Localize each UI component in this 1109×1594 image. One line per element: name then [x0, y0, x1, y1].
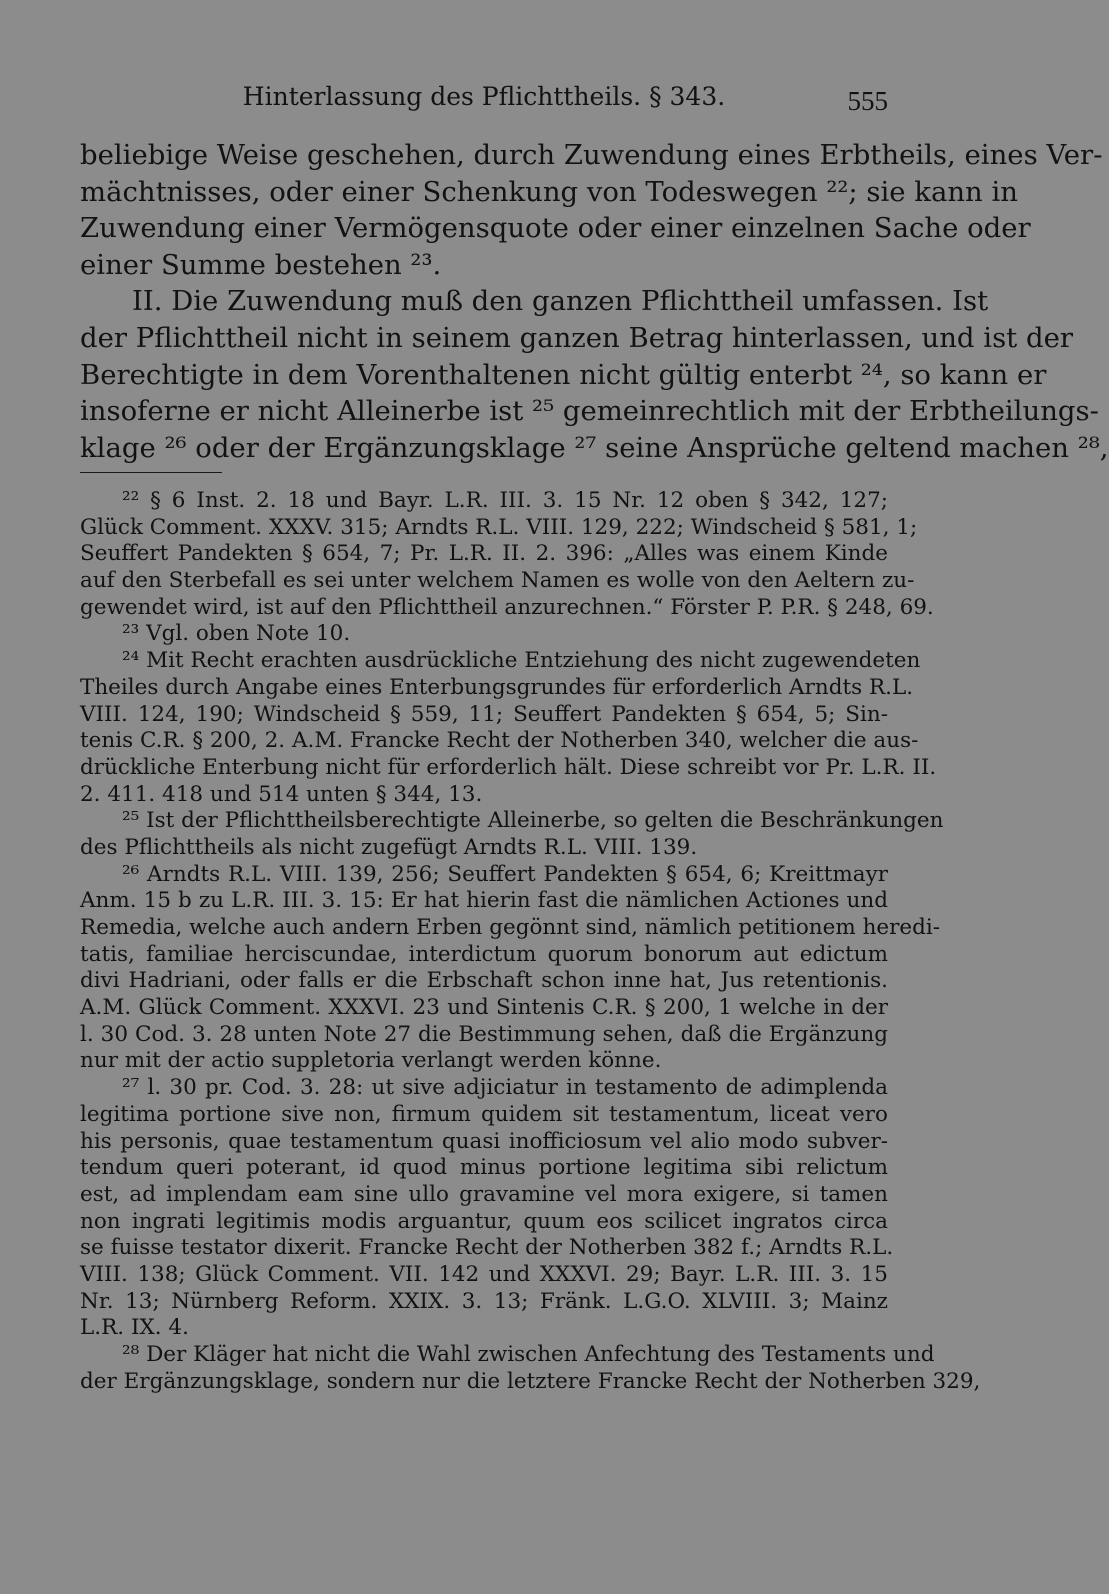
footnote-divider [80, 472, 222, 473]
footnote-line: tenis C.R. § 200, 2. A.M. Francke Recht der Notherben 340, welcher die aus- [80, 728, 919, 754]
page-number: 555 [847, 86, 888, 116]
body-line: insoferne er nicht Alleinerbe ist ²⁵ gemeinrechtlich mit der Erbtheilungs- [80, 395, 1099, 428]
footnote-line: tatis, familiae herciscundae, interdictum quorum bonorum aut edictum [80, 941, 888, 967]
footnote-line: der Ergänzungsklage, sondern nur die letztere Francke Recht der Notherben 329, [80, 1368, 981, 1394]
running-header [80, 78, 888, 118]
footnote-line: auf den Sterbefall es sei unter welchem Namen es wolle von den Aeltern zu- [80, 568, 915, 594]
footnote-line: ²² § 6 Inst. 2. 18 und Bayr. L.R. III. 3. 15 Nr. 12 oben § 342, 127; [122, 488, 888, 513]
footnote-line: ²⁵ Ist der Pflichttheilsberechtigte Alleinerbe, so gelten die Beschränkungen [122, 808, 944, 834]
footnote-line: 2. 411. 418 und 514 unten § 344, 13. [80, 781, 483, 807]
footnote-line: legitima portione sive non, firmum quidem sit testamentum, liceat vero [80, 1101, 888, 1127]
body-line: Zuwendung einer Vermögensquote oder einer einzelnen Sache oder [80, 212, 1031, 245]
footnote-line: A.M. Glück Comment. XXXVI. 23 und Sintenis C.R. § 200, 1 welche in der [80, 995, 888, 1021]
footnote-line: tendum queri poterant, id quod minus portione legitima sibi relictum [80, 1155, 888, 1181]
body-text [80, 137, 1109, 466]
footnote-line: Seuffert Pandekten § 654, 7; Pr. L.R. II. 2. 396: „Alles was einem Kinde [80, 541, 888, 567]
footnote-line: Theiles durch Angabe eines Enterbungsgrundes für erforderlich Arndts R.L. [80, 674, 914, 700]
header-title: Hinterlassung des Pflichttheils. § 343. [242, 82, 726, 111]
footnotes [80, 488, 981, 1395]
footnote-line: gewendet wird, ist auf den Pflichttheil anzurechnen.“ Förster P. P.R. § 248, 69. [80, 594, 934, 620]
footnote-line: VIII. 138; Glück Comment. VII. 142 und XXXVI. 29; Bayr. L.R. III. 3. 15 [80, 1261, 888, 1287]
body-line: II. Die Zuwendung muß den ganzen Pflichttheil umfassen. Ist [132, 285, 989, 318]
footnote-line: L.R. IX. 4. [80, 1315, 189, 1341]
footnote-line: divi Hadriani, oder falls er die Erbschaft schon inne hat, Jus retentionis. [80, 968, 888, 994]
footnote-line: l. 30 Cod. 3. 28 unten Note 27 die Bestimmung sehen, daß die Ergänzung [80, 1021, 888, 1047]
footnote-line: Anm. 15 b zu L.R. III. 3. 15: Er hat hierin fast die nämlichen Actiones und [80, 888, 888, 914]
footnote-line: ²⁴ Mit Recht erachten ausdrückliche Entziehung des nicht zugewendeten [122, 648, 921, 674]
footnote-line: VIII. 124, 190; Windscheid § 559, 11; Seuffert Pandekten § 654, 5; Sin- [80, 701, 888, 727]
footnote-line: Nr. 13; Nürnberg Reform. XXIX. 3. 13; Fränk. L.G.O. XLVIII. 3; Mainz [80, 1288, 888, 1314]
footnote-line: nur mit der actio suppletoria verlangt werden könne. [80, 1048, 662, 1074]
footnote-line: drückliche Enterbung nicht für erforderlich hält. Diese schreibt vor Pr. L.R. II. [80, 754, 937, 780]
body-line: einer Summe bestehen ²³. [80, 248, 442, 281]
footnote-line: des Pflichttheils als nicht zugefügt Arndts R.L. VIII. 139. [80, 834, 698, 860]
footnote-line: Remedia, welche auch andern Erben gegönnt sind, nämlich petitionem heredi- [80, 915, 941, 940]
footnote-line: non ingrati legitimis modis arguantur, quum eos scilicet ingratos circa [80, 1208, 888, 1234]
footnote-line: his personis, quae testamentum quasi inofficiosum vel alio modo subver- [80, 1128, 888, 1154]
body-line: Berechtigte in dem Vorenthaltenen nicht gültig enterbt ²⁴, so kann er [80, 358, 1047, 391]
body-line: klage ²⁶ oder der Ergänzungsklage ²⁷ seine Ansprüche geltend machen ²⁸, [80, 431, 1109, 464]
footnote-line: est, ad implendam eam sine ullo gravamine vel mora exigere, si tamen [80, 1181, 888, 1207]
body-line: beliebige Weise geschehen, durch Zuwendung eines Erbtheils, eines Ver- [80, 139, 1103, 171]
footnote-line: ²³ Vgl. oben Note 10. [122, 621, 351, 647]
footnote-line: Glück Comment. XXXV. 315; Arndts R.L. VIII. 129, 222; Windscheid § 581, 1; [80, 514, 918, 540]
footnote-line: ²⁶ Arndts R.L. VIII. 139, 256; Seuffert Pandekten § 654, 6; Kreittmayr [122, 861, 888, 887]
body-line: der Pflichttheil nicht in seinem ganzen Betrag hinterlassen, und ist der [80, 321, 1073, 354]
footnote-line: ²⁷ l. 30 pr. Cod. 3. 28: ut sive adjiciatur in testamento de adimplenda [122, 1075, 888, 1101]
footnote-line: ²⁸ Der Kläger hat nicht die Wahl zwischen Anfechtung des Testaments und [122, 1342, 935, 1367]
body-line: mächtnisses, oder einer Schenkung von Todeswegen ²²; sie kann in [80, 175, 1019, 208]
footnote-line: se fuisse testator dixerit. Francke Recht der Notherben 382 f.; Arndts R.L. [80, 1235, 894, 1261]
